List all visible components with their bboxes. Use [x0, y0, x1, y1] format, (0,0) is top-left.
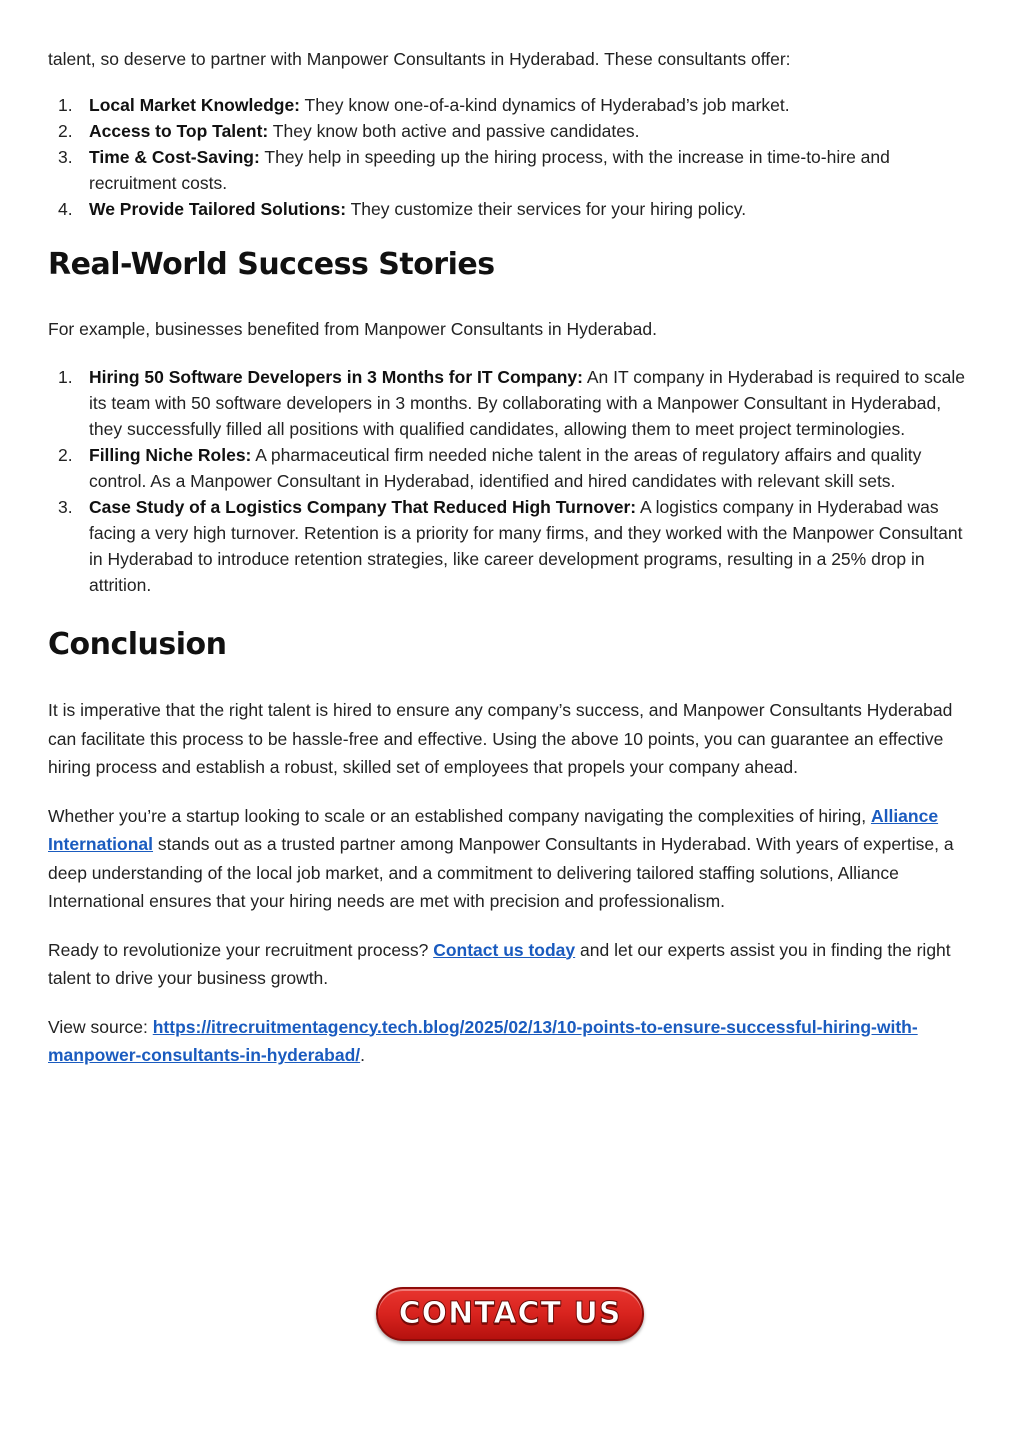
list-item	[48, 144, 978, 196]
success-intro-paragraph: For example, businesses benefited from Manpower Consultants in Hyderabad.	[48, 319, 657, 339]
conclusion-paragraph-1: It is imperative that the right talent is hired to ensure any company’s success, and Manpower Consultants Hyderabad can facilitate this process to be hassle-free and effective. Using the above 10 points, you can guarantee an effective hiring process and establish a robust, skilled set of employees that propels your company ahead.	[48, 700, 953, 777]
list-item-title: Time & Cost-Saving:	[89, 147, 260, 167]
list-item-title: We Provide Tailored Solutions:	[89, 199, 347, 219]
source-end: .	[360, 1045, 365, 1065]
conclusion-heading: Conclusion	[48, 627, 227, 662]
contact-us-button[interactable]	[376, 1287, 644, 1341]
list-item-text: An IT company in Hyderabad is required to scale its team with 50 software developers in 3 months. By collaborating with a Manpower Consultant in Hyderabad, they successfully filled all positions with qualified candidates, allowing them to meet project terminologies.	[89, 367, 965, 439]
list-item-text: They customize their services for your hiring policy.	[346, 199, 747, 219]
list-number: 4.	[58, 199, 73, 219]
success-stories-heading: Real-World Success Stories	[48, 247, 495, 282]
list-item	[48, 364, 978, 442]
source-url-link[interactable]: https://itrecruitmentagency.tech.blog/2025/02/13/10-points-to-ensure-successful-hiring-with-manpower-consultants-in-hyderabad/	[48, 1016, 918, 1065]
source-label: View source:	[48, 1016, 153, 1037]
conclusion-paragraph-2	[48, 802, 978, 916]
list-item-text: A pharmaceutical firm needed niche talent in the areas of regulatory affairs and quality control. As a Manpower Consultant in Hyderabad, identified and hired candidates with relevant skill sets.	[89, 445, 922, 491]
list-item	[48, 196, 978, 222]
list-item-title: Hiring 50 Software Developers in 3 Months for IT Company:	[89, 367, 583, 387]
paragraph-text: and let our experts assist you in finding the right talent to drive your business growth.	[48, 939, 951, 988]
list-number: 2.	[58, 121, 73, 141]
list-number: 1.	[58, 367, 73, 387]
contact-us-button-label: CONTACT US	[398, 1296, 622, 1331]
paragraph-text: Ready to revolutionize your recruitment process?	[48, 939, 434, 960]
list-number: 2.	[58, 445, 73, 465]
contact-us-today-link[interactable]: Contact us today	[433, 939, 576, 960]
list-number: 1.	[58, 95, 73, 115]
list-item-title: Access to Top Talent:	[89, 121, 269, 141]
list-item-text: A logistics company in Hyderabad was facing a very high turnover. Retention is a priority for many firms, and they worked with the Manpower Consultant in Hyderabad to introduce retention strategies, like career development programs, resulting in a 25% drop in attrition.	[89, 497, 963, 595]
benefits-list	[48, 92, 978, 222]
list-number: 3.	[58, 497, 73, 517]
list-item-text: They know one-of-a-kind dynamics of Hyderabad’s job market.	[300, 95, 790, 115]
paragraph-text: Whether you’re a startup looking to scale or an established company navigating the complexities of hiring,	[48, 805, 871, 826]
intro-paragraph: talent, so deserve to partner with Manpower Consultants in Hyderabad. These consultants offer:	[48, 49, 791, 69]
source-paragraph	[48, 1013, 978, 1070]
document-page	[48, 46, 978, 1090]
alliance-international-link[interactable]: Alliance International	[48, 805, 939, 854]
list-item	[48, 92, 978, 118]
list-item-title: Local Market Knowledge:	[89, 95, 301, 115]
list-item	[48, 442, 978, 494]
conclusion-paragraph-3	[48, 936, 978, 993]
list-item	[48, 118, 978, 144]
list-item-text: They help in speeding up the hiring process, with the increase in time-to-hire and recruitment costs.	[89, 147, 890, 193]
contact-us-button-wrap	[376, 1287, 648, 1345]
list-item-title: Filling Niche Roles:	[89, 445, 252, 465]
paragraph-text: stands out as a trusted partner among Manpower Consultants in Hyderabad. With years of expertise, a deep understanding of the local job market, and a commitment to delivering tailored staffing solutions, Alliance International ensures that your hiring needs are met with precision and professionalism.	[48, 834, 954, 911]
list-item-title: Case Study of a Logistics Company That Reduced High Turnover:	[89, 497, 637, 517]
list-item	[48, 494, 978, 598]
success-stories-list	[48, 364, 978, 598]
list-number: 3.	[58, 147, 73, 167]
list-item-text: They know both active and passive candidates.	[268, 121, 640, 141]
